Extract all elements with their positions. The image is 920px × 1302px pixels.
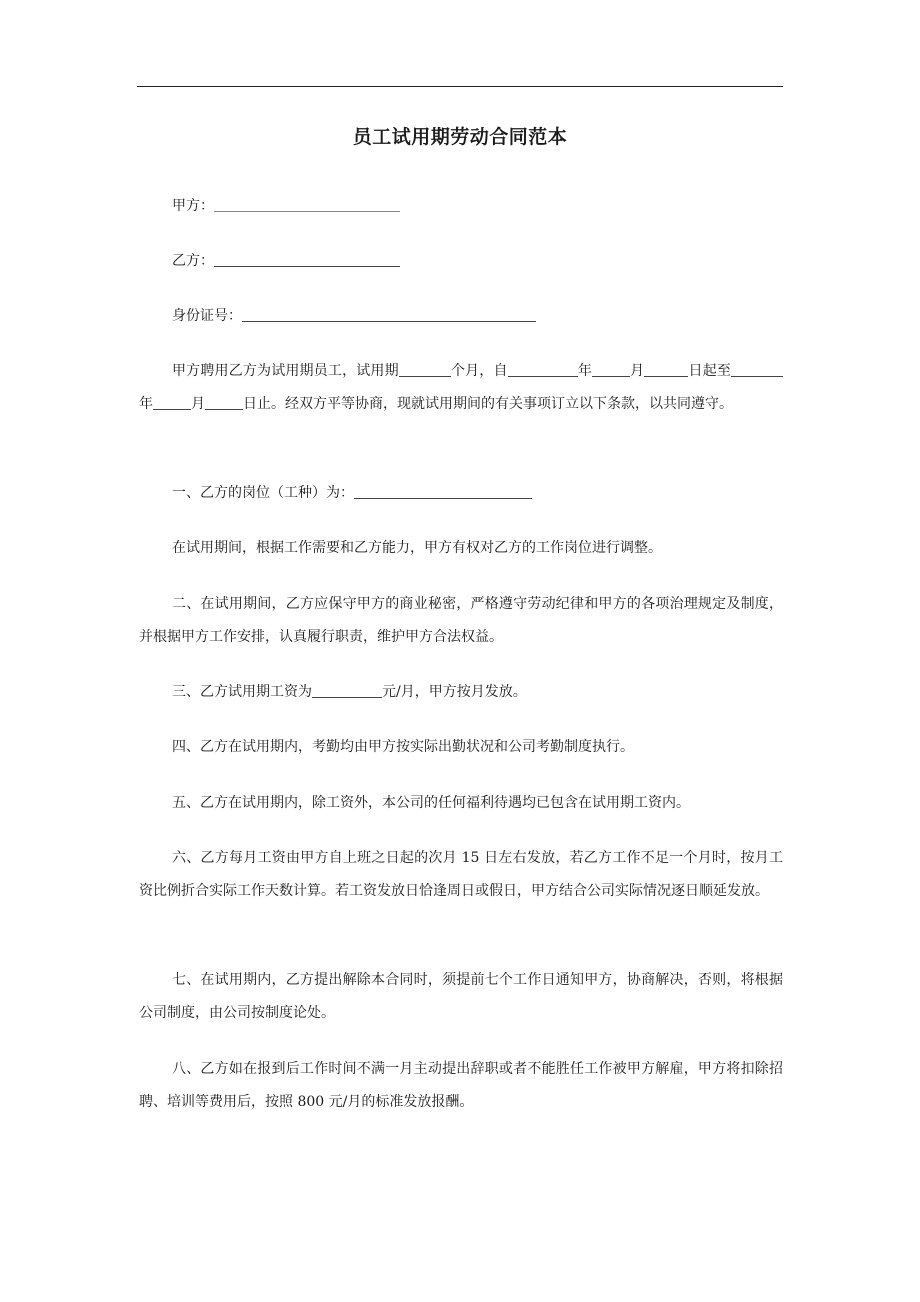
end-year-blank[interactable] <box>731 360 783 377</box>
end-month-blank[interactable] <box>153 393 191 410</box>
position-blank[interactable] <box>354 482 532 499</box>
intro-text-6: 年 <box>139 396 153 412</box>
clause-3-text-post: 元/月，甲方按月发放。 <box>382 684 527 700</box>
id-number-label: 身份证号： <box>172 308 242 324</box>
party-a-blank[interactable] <box>214 195 400 212</box>
party-a-label: 甲方： <box>172 198 214 214</box>
salary-blank[interactable] <box>312 681 382 698</box>
start-year-blank[interactable] <box>508 360 578 377</box>
start-day-blank[interactable] <box>644 360 688 377</box>
clause-1-label: 一、乙方的岗位（工种）为： <box>172 485 354 501</box>
probation-months-blank[interactable] <box>399 360 451 377</box>
clause-3-text-pre: 三、乙方试用期工资为 <box>172 684 312 700</box>
clause-5: 五、乙方在试用期内，除工资外，本公司的任何福利待遇均已包含在试用期工资内。 <box>172 795 690 811</box>
party-b-line <box>139 245 816 278</box>
document-title: 员工试用期劳动合同范本 <box>352 126 568 148</box>
party-b-label: 乙方： <box>172 253 214 269</box>
party-a-line <box>139 190 816 223</box>
end-day-blank[interactable] <box>205 393 243 410</box>
id-number-blank[interactable] <box>242 305 536 322</box>
intro-text-8: 日止。经双方平等协商，现就试用期间的有关事项订立以下条款，以共同遵守。 <box>243 396 733 412</box>
clause-1-line <box>139 477 816 510</box>
intro-text-4: 月 <box>630 363 645 379</box>
clause-3-line <box>139 676 816 709</box>
clause-8: 八、乙方如在报到后工作时间不满一月主动提出辞职或者不能胜任工作被甲方解雇，甲方将扣除招聘、培训等费用后，按照 800 元/月的标准发放报酬。 <box>139 1061 783 1110</box>
clause-6: 六、乙方每月工资由甲方自上班之日起的次月 15 日左右发放，若乙方工作不足一个月时，按月工资比例折合实际工作天数计算。若工资发放日恰逢周日或假日，甲方结合公司实际情况逐日顺延发放。 <box>139 850 783 899</box>
id-number-line <box>139 300 816 333</box>
intro-text-3: 年 <box>577 363 592 379</box>
header-rule <box>137 86 783 87</box>
intro-text-1: 甲方聘用乙方为试用期员工，试用期 <box>172 363 399 379</box>
clause-4: 四、乙方在试用期内，考勤均由甲方按实际出勤状况和公司考勤制度执行。 <box>172 739 634 755</box>
start-month-blank[interactable] <box>592 360 630 377</box>
clause-7: 七、在试用期内，乙方提出解除本合同时，须提前七个工作日通知甲方，协商解决，否则，将根据公司制度，由公司按制度论处。 <box>139 972 783 1021</box>
clause-2: 二、在试用期间，乙方应保守甲方的商业秘密，严格遵守劳动纪律和甲方的各项治理规定及制度，并根据甲方工作安排，认真履行职责，维护甲方合法权益。 <box>139 596 783 645</box>
clause-1-note: 在试用期间，根据工作需要和乙方能力，甲方有权对乙方的工作岗位进行调整。 <box>172 540 662 556</box>
party-b-blank[interactable] <box>214 250 400 267</box>
intro-paragraph <box>139 355 783 421</box>
intro-text-7: 月 <box>191 396 205 412</box>
intro-text-5: 日起至 <box>688 363 732 379</box>
intro-text-2: 个月，自 <box>450 363 508 379</box>
